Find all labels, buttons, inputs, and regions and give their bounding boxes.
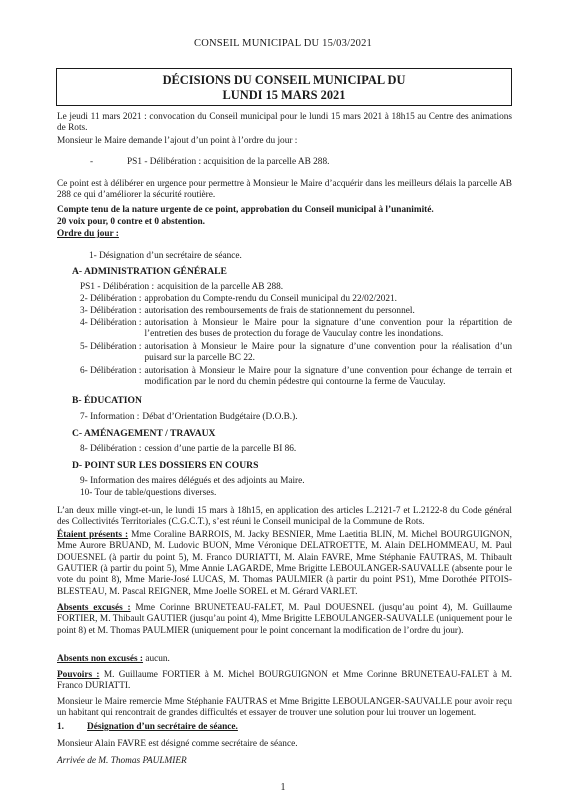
secretary-designation: Monsieur Alain FAVRE est désigné comme secrétaire de séance. bbox=[57, 739, 298, 749]
session-paragraph: L’an deux mille vingt-et-un, le lundi 15 mars à 18h15, en application des articles L.2121-7 et L.2122-8 du Code général des Collectivités Territoriales (C.G.C.T.), s’est réuni le Conseil municipal de la Commune de Rots. bbox=[57, 506, 512, 528]
section-c-heading: C- AMÉNAGEMENT / TRAVAUX bbox=[72, 428, 216, 439]
excused-members bbox=[57, 603, 512, 637]
agenda-b-text: Débat d’Orientation Budgétaire (D.O.B.). bbox=[142, 412, 298, 422]
unexcused-text: aucun. bbox=[145, 654, 170, 664]
page-header: CONSEIL MUNICIPAL DU 15/03/2021 bbox=[194, 38, 372, 49]
agenda-a-text: autorisation à Monsieur le Maire pour la signature d’une convention pour échange de terrain et modification par le nord du chemin pédestre qui contourne la ferme de Vauculay. bbox=[144, 366, 512, 388]
agenda-a-item bbox=[80, 318, 512, 341]
agenda-a-text: autorisation à Monsieur le Maire pour la signature d’une convention pour la répartition de l’entretien des buses de protection du forage de Vauculay contre les inondations. bbox=[144, 318, 512, 340]
agenda-b-label: 7- Information : bbox=[80, 412, 140, 422]
agenda-a-text: autorisation à Monsieur le Maire pour la signature d’une convention pour la réalisation d’un puisard sur la parcelle BC 22. bbox=[144, 342, 512, 364]
powers-text: M. Guillaume FORTIER à M. Michel BOURGUIGNON et Mme Corinne BRUNETEAU-FALET à M. Franco DURIATTI. bbox=[57, 670, 513, 692]
agenda-a-label: 6- Délibération : bbox=[80, 366, 142, 376]
intro-bullet: PS1 - Délibération : acquisition de la parcelle AB 288. bbox=[127, 157, 330, 167]
section-1-number: 1. bbox=[57, 722, 64, 732]
agenda-b-item bbox=[80, 412, 512, 423]
unexcused-members bbox=[57, 654, 512, 665]
agenda-heading: Ordre du jour : bbox=[57, 229, 119, 239]
agenda-c-label: 8- Délibération : bbox=[80, 444, 142, 454]
intro-paragraph-3: Ce point est à délibérer en urgence pour permettre à Monsieur le Maire d’acquérir dans les meilleurs délais la parcelle AB 288 ce qui d’améliorer la sécurité routière. bbox=[57, 179, 512, 201]
section-b-heading: B- ÉDUCATION bbox=[72, 395, 142, 406]
agenda-a-text: acquisition de la parcelle AB 288. bbox=[157, 282, 284, 292]
intro-paragraph-1: Le jeudi 11 mars 2021 : convocation du Conseil municipal pour le lundi 15 mars 2021 à 18h15 au Centre des animations de Rots. bbox=[57, 112, 512, 134]
present-text: Mme Coraline BARROIS, M. Jacky BESNIER, Mme Laetitia BLIN, M. Michel BOURGUIGNON, Mme Aurore BRUAND, M. Ludovic BUON, Mme Véronique DELATROETTE, M. Alain DELHOMMEAU, M. Paul DOUESNEL (à partir du point 5), M. Franco DURIATTI, M. Alain FAVRE, Mme Stéphanie FAUTRAS, M. Thibault GAUTIER (à partir du point 5), Mme Annie LAGARDE, Mme Brigitte LEBOULANGER-SAUVALLE (absente pour le vote du point 8), Mme Marie-José LUCAS, M. Thomas PAULMIER (à partir du point PS1), Mme Dorothée PITOIS-BLESTEAU, M. Pascal REIGNER, Mme Joelle SOREL et M. Gérard VARLET. bbox=[57, 530, 512, 597]
agenda-a-label: 2- Délibération : bbox=[80, 294, 142, 304]
title-line-1: DÉCISIONS DU CONSEIL MUNICIPAL DU bbox=[162, 73, 406, 87]
agenda-a-item bbox=[80, 294, 512, 305]
agenda-c-item bbox=[80, 444, 512, 455]
agenda-a-item bbox=[80, 282, 512, 293]
proxy-powers bbox=[57, 670, 512, 693]
agenda-a-text: autorisation des remboursements de frais de stationnement du personnel. bbox=[144, 306, 415, 316]
section-1-title: Désignation d’un secrétaire de séance. bbox=[87, 722, 238, 732]
agenda-a-label: PS1 - Délibération : bbox=[80, 282, 155, 292]
agenda-a-item bbox=[80, 306, 512, 317]
excused-text: Mme Corinne BRUNETEAU-FALET, M. Paul DOUESNEL (jusqu’au point 4), M. Guillaume FORTIER, M. Thibault GAUTIER (jusqu’au point 4), Mme Brigitte LEBOULANGER-SAUVALLE (uniquement pour le point 8) et M. Thomas PAULMIER (uniquement pour le point concernant la modification de l’ordre du jour). bbox=[57, 603, 512, 636]
section-d-heading: D- POINT SUR LES DOSSIERS EN COURS bbox=[72, 460, 259, 471]
agenda-a-label: 4- Délibération : bbox=[80, 318, 142, 328]
intro-paragraph-2: Monsieur le Maire demande l’ajout d’un point à l’ordre du jour : bbox=[57, 136, 298, 146]
section-a-heading: A- ADMINISTRATION GÉNÉRALE bbox=[72, 266, 227, 277]
agenda-d-item: 10- Tour de table/questions diverses. bbox=[80, 488, 217, 498]
arrival-note: Arrivée de M. Thomas PAULMIER bbox=[57, 756, 187, 766]
excused-label: Absents excusés : bbox=[57, 603, 131, 613]
agenda-a-label: 3- Délibération : bbox=[80, 306, 142, 316]
vote-count: 20 voix pour, 0 contre et 0 abstention. bbox=[57, 217, 205, 227]
title-box bbox=[56, 68, 512, 106]
agenda-d-item: 9- Information des maires délégués et des adjoints au Maire. bbox=[80, 476, 305, 486]
agenda-item-1: 1- Désignation d’un secrétaire de séance. bbox=[89, 251, 242, 261]
powers-label: Pouvoirs : bbox=[57, 670, 100, 680]
agenda-a-label: 5- Délibération : bbox=[80, 342, 142, 352]
page-number: 1 bbox=[280, 782, 286, 793]
bullet-dash: - bbox=[90, 157, 94, 167]
agenda-a-item bbox=[80, 342, 512, 365]
present-label: Étaient présents : bbox=[57, 530, 129, 540]
present-members bbox=[57, 530, 512, 598]
agenda-c-text: cession d’une partie de la parcelle BI 86. bbox=[144, 444, 297, 454]
agenda-a-item bbox=[80, 366, 512, 389]
unanimity-statement: Compte tenu de la nature urgente de ce point, approbation du Conseil municipal à l’unanimité. bbox=[57, 205, 434, 215]
title-line-2: LUNDI 15 MARS 2021 bbox=[222, 87, 346, 102]
unexcused-label: Absents non excusés : bbox=[57, 654, 144, 664]
agenda-a-text: approbation du Compte-rendu du Conseil municipal du 22/02/2021. bbox=[144, 294, 397, 304]
thanks-paragraph: Monsieur le Maire remercie Mme Stéphanie FAUTRAS et Mme Brigitte LEBOULANGER-SAUVALLE pour avoir reçu un habitant qui rencontrait de grandes difficultés et essayer de trouver une solution pour lui trouver un logement. bbox=[57, 697, 512, 719]
